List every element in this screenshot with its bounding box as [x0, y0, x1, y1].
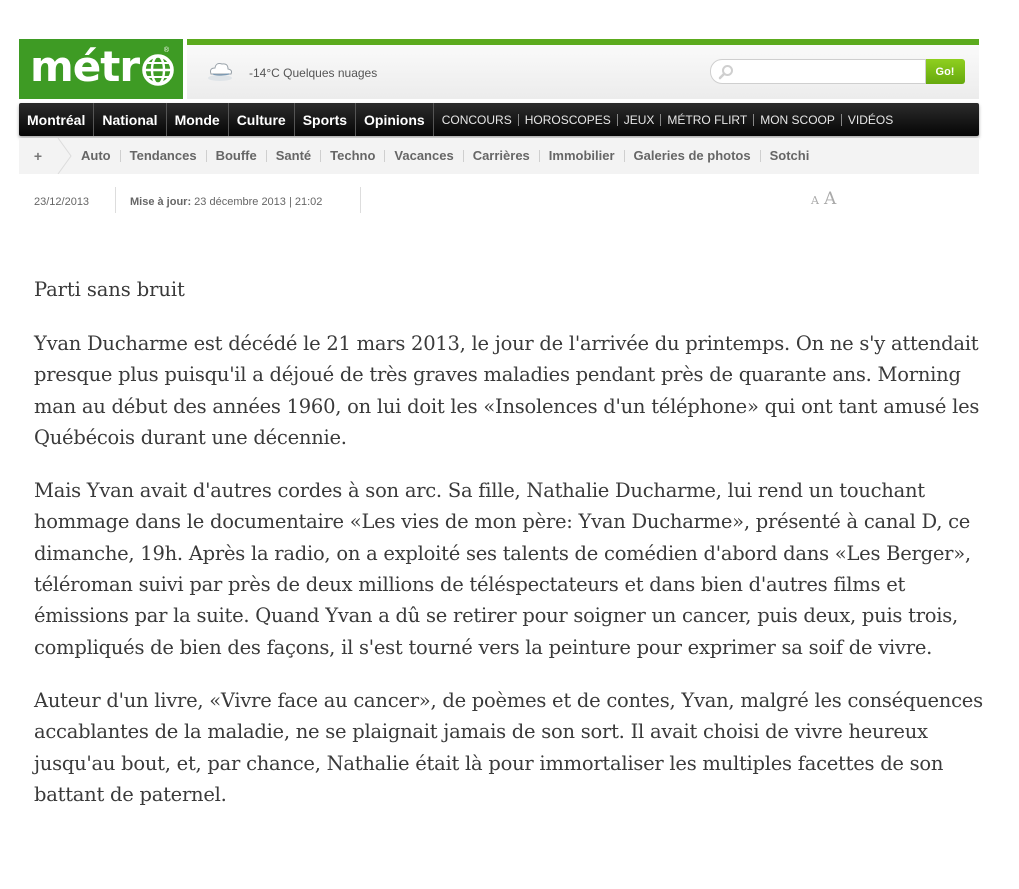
article-paragraph: Mais Yvan avait d'autres cordes à son arc. Sa fille, Nathalie Ducharme, lui rend un touchant hommage dans le documentaire «Les vies de mon père: Yvan Ducharme», présenté à canal D, ce dimanche, 19h. Après la radio, on a exploité ses talents de comédien d'abord dans «Les Berger», téléroman suivi par près de deux millions de téléspectateurs et dans bien d'autres films et émissions par la suite. Quand Yvan a dû se retirer pour soigner un cancer, puis deux, puis trois, compliqués de bien des façons, il s'est tourné vers la peinture pour exprimer sa soif de vivre. — [34, 479, 971, 659]
nav-link-concours[interactable]: CONCOURS — [436, 114, 519, 126]
main-nav — [19, 103, 979, 136]
nav-section-sports[interactable]: Sports — [295, 103, 356, 136]
nav-link-jeux[interactable]: JEUX — [618, 114, 662, 126]
nav-section-montreal[interactable]: Montréal — [19, 103, 94, 136]
globe-icon — [141, 53, 175, 87]
updated-timestamp — [130, 196, 322, 208]
article-paragraph: Yvan Ducharme est décédé le 21 mars 2013, le jour de l'arrivée du printemps. On ne s'y attendait presque plus puisqu'il a déjoué de très graves maladies pendant près de quarante ans. Morning man au début des années 1960, on lui doit les «Insolences d'un téléphone» qui ont tant amusé les Québécois durant une décennie. — [34, 332, 980, 449]
article-paragraph: Auteur d'un livre, «Vivre face au cancer», de poèmes et de contes, Yvan, malgré les conséquences accablantes de la maladie, ne se plaignait jamais de son sort. Il avait choisi de vivre heureux jusqu'au bout, et, par chance, Nathalie était là pour immortaliser les multiples facettes de son battant de paternel. — [34, 688, 983, 806]
sub-nav-items — [81, 150, 818, 162]
top-bar — [187, 39, 979, 99]
updated-value: 23 décembre 2013 | 21:02 — [191, 196, 323, 208]
nav-link-mon-scoop[interactable]: MON SCOOP — [754, 114, 842, 126]
nav-section-culture[interactable]: Culture — [229, 103, 295, 136]
subnav-item-sante[interactable]: Santé — [267, 150, 321, 162]
font-decrease-button[interactable]: A — [811, 194, 819, 207]
nav-section-opinions[interactable]: Opinions — [356, 103, 434, 136]
registered-mark: ® — [163, 47, 169, 54]
subnav-item-galeries-de-photos[interactable]: Galeries de photos — [625, 150, 761, 162]
subnav-item-auto[interactable]: Auto — [81, 150, 121, 162]
nav-link-videos[interactable]: VIDÉOS — [847, 112, 894, 127]
article-title: Parti sans bruit — [34, 278, 185, 301]
chevron-right-icon — [57, 138, 73, 174]
search-bar — [710, 59, 965, 84]
subnav-item-bouffe[interactable]: Bouffe — [207, 150, 267, 162]
nav-section-national[interactable]: National — [94, 103, 166, 136]
divider — [115, 187, 116, 213]
subnav-item-carrieres[interactable]: Carrières — [464, 150, 540, 162]
font-increase-button[interactable]: A — [824, 189, 837, 209]
weather-text: -14°C Quelques nuages — [249, 66, 378, 80]
subnav-item-immobilier[interactable]: Immobilier — [540, 150, 625, 162]
search-icon — [718, 64, 734, 80]
subnav-item-techno[interactable]: Techno — [321, 150, 385, 162]
subnav-item-vacances[interactable]: Vacances — [385, 150, 463, 162]
logo-text: métr — [30, 42, 140, 91]
search-go-button[interactable]: Go! — [925, 59, 965, 84]
nav-link-horoscopes[interactable]: HOROSCOPES — [519, 114, 618, 126]
nav-link-metro-flirt[interactable]: MÉTRO FLIRT — [661, 114, 754, 126]
article-body — [34, 274, 984, 832]
updated-label: Mise à jour: — [130, 196, 192, 208]
divider — [360, 187, 361, 213]
article-meta — [19, 187, 979, 215]
utility-links — [434, 103, 900, 136]
cloud-icon — [205, 57, 235, 83]
site-header — [19, 39, 979, 99]
nav-section-monde[interactable]: Monde — [167, 103, 229, 136]
more-sections-button[interactable]: + — [33, 148, 43, 164]
search-input[interactable] — [710, 59, 926, 84]
font-size-controls — [811, 189, 836, 209]
weather-widget[interactable] — [205, 57, 377, 83]
metro-logo[interactable] — [19, 39, 183, 99]
subnav-item-sotchi[interactable]: Sotchi — [769, 148, 810, 163]
publish-date: 23/12/2013 — [34, 196, 90, 208]
subnav-item-tendances[interactable]: Tendances — [121, 150, 207, 162]
sub-nav — [19, 138, 979, 174]
